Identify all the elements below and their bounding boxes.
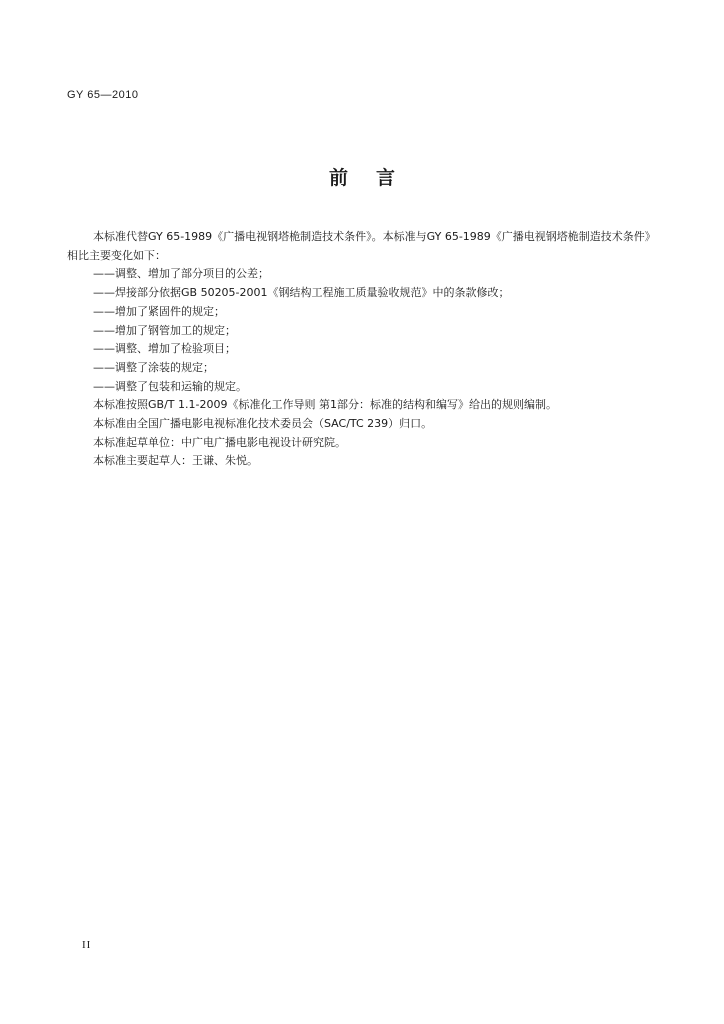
page-number: II bbox=[82, 939, 92, 951]
change-item: ——调整了包装和运输的规定。 bbox=[93, 379, 247, 393]
change-item: ——调整、增加了部分项目的公差； bbox=[93, 267, 269, 281]
drafting-unit-paragraph: 本标准起草单位：中广电广播电影电视设计研究院。 bbox=[93, 435, 346, 449]
proposer-paragraph: 本标准由全国广播电影电视标准化技术委员会（SAC/TC 239）归口。 bbox=[93, 417, 433, 431]
change-item: ——调整了涂装的规定； bbox=[93, 360, 214, 374]
title-char-2: 言 bbox=[376, 167, 396, 189]
change-item: ——增加了紧固件的规定； bbox=[93, 304, 225, 318]
page-title bbox=[0, 163, 724, 190]
change-item: ——增加了钢管加工的规定； bbox=[93, 323, 236, 337]
standard-code: GY 65—2010 bbox=[67, 89, 139, 101]
drafters-paragraph: 本标准主要起草人：王谦、朱悦。 bbox=[93, 454, 258, 468]
change-item: ——焊接部分依据GB 50205-2001《钢结构工程施工质量验收规范》中的条款修改； bbox=[93, 286, 510, 300]
drafting-rule-paragraph: 本标准按照GB/T 1.1-2009《标准化工作导则 第1部分：标准的结构和编写》给出的规则编制。 bbox=[93, 398, 557, 412]
change-item: ——调整、增加了检验项目； bbox=[93, 342, 236, 356]
intro-paragraph: 本标准代替GY 65-1989《广播电视钢塔桅制造技术条件》。本标准与GY 65-1989《广播电视钢塔桅制造技术条件》相比主要变化如下： bbox=[67, 230, 656, 262]
foreword-body bbox=[67, 228, 663, 471]
title-char-1: 前 bbox=[328, 167, 348, 189]
